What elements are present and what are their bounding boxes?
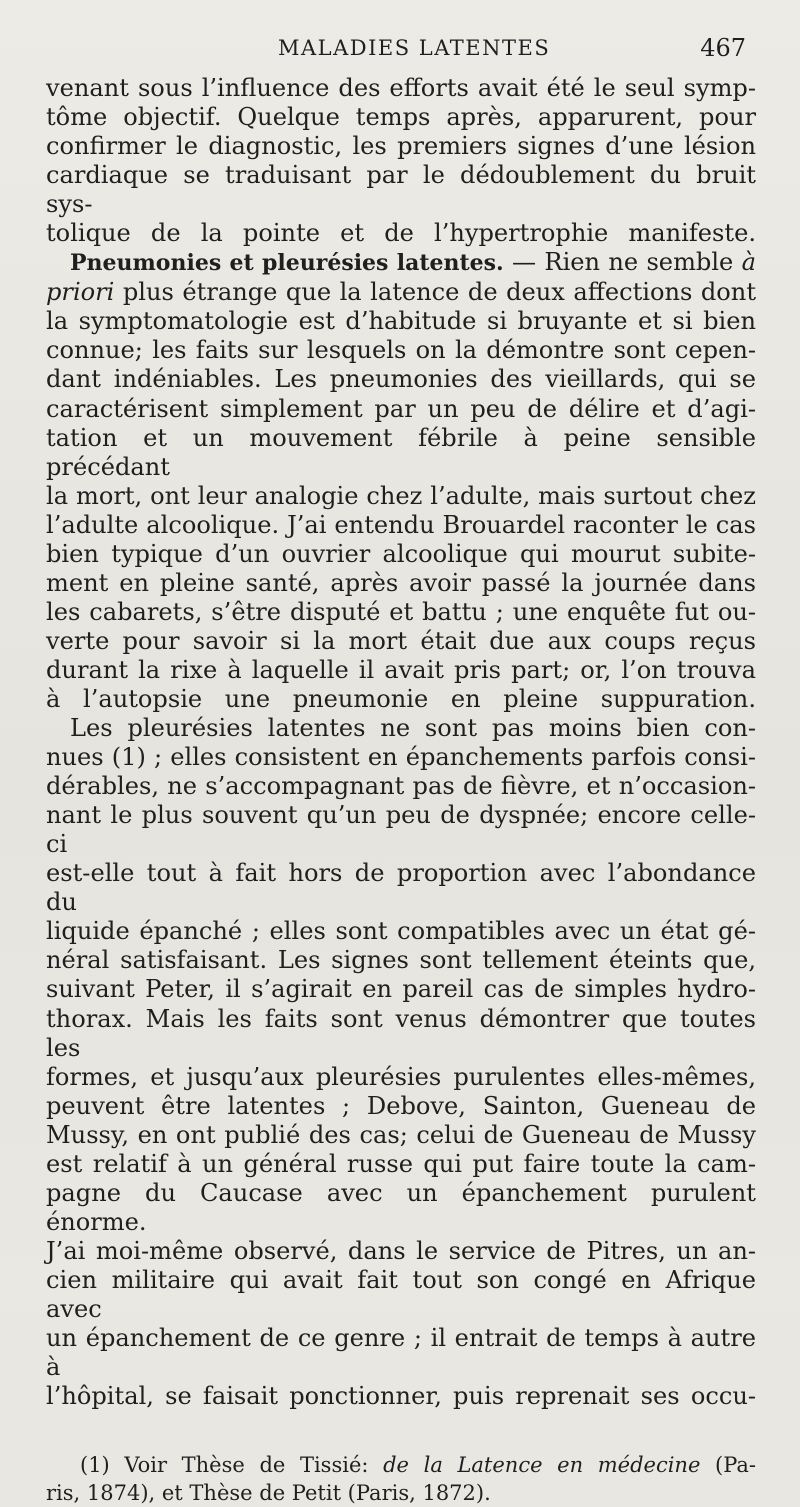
text-line: la symptomatologie est d’habitude si bruyante et si bien [46, 307, 756, 336]
text-fragment: (Pa- [700, 1453, 757, 1478]
text-line: cardiaque se traduisant par le dédoublement du bruit sys- [46, 161, 756, 219]
text-line: caractérisent simplement par un peu de délire et d’agi- [46, 394, 756, 423]
text-line: tolique de la pointe et de l’hypertrophie manifeste. [46, 219, 756, 248]
text-line: pagne du Caucase avec un épanchement purulent énorme. [46, 1178, 756, 1236]
page-header [46, 30, 756, 74]
text-line: dant indéniables. Les pneumonies des vieillards, qui se [46, 365, 756, 394]
text-line: suivant Peter, il s’agirait en pareil cas de simples hydro- [46, 975, 756, 1004]
italic-fragment: de la Latence en médecine [383, 1453, 701, 1478]
text-line: connue; les faits sur lesquels on la démontre sont cepen- [46, 336, 756, 365]
text-line: tation et un mouvement fébrile à peine sensible précédant [46, 423, 756, 481]
text-line: confirmer le diagnostic, les premiers signes d’une lésion [46, 132, 756, 161]
page-number: 467 [700, 34, 746, 62]
text-line: venant sous l’influence des efforts avait été le seul symp- [46, 74, 756, 102]
text-fragment: plus étrange que la latence de deux affections dont [114, 278, 756, 307]
text-line: durant la rixe à laquelle il avait pris part; or, l’on trouva [46, 655, 756, 684]
text-line: nues (1) ; elles consistent en épanchements parfois consi- [46, 743, 756, 772]
footnote [46, 1451, 756, 1507]
text-line: liquide épanché ; elles sont compatibles avec un état gé- [46, 917, 756, 946]
text-line: est relatif à un général russe qui put faire toute la cam- [46, 1149, 756, 1178]
text-line: la mort, ont leur analogie chez l’adulte, mais surtout chez [46, 481, 756, 510]
text-line: néral satisfaisant. Les signes sont tellement éteints que, [46, 946, 756, 975]
text-line: Les pleurésies latentes ne sont pas moins bien con- [70, 714, 756, 743]
text-line: thorax. Mais les faits sont venus démontrer que toutes les [46, 1004, 756, 1062]
text-line: nant le plus souvent qu’un peu de dyspnée; encore celle-ci [46, 801, 756, 859]
italic-fragment: à [741, 248, 756, 277]
section-heading: Pneumonies et pleurésies latentes. [70, 250, 504, 277]
running-title: MALADIES LATENTES [278, 36, 551, 60]
italic-fragment: priori [46, 278, 115, 307]
text-line: Mussy, en ont publié des cas; celui de Gueneau de Mussy [46, 1120, 756, 1149]
text-line: les cabarets, s’être disputé et battu ; une enquête fut ou- [46, 597, 756, 626]
text-line: peuvent être latentes ; Debove, Sainton, Gueneau de [46, 1091, 756, 1120]
page-body [46, 74, 756, 1411]
text-line: l’hôpital, se faisait ponctionner, puis reprenait ses occu- [46, 1382, 756, 1411]
footnote-line: ris, 1874), et Thèse de Petit (Paris, 1872). [46, 1481, 491, 1506]
text-line: verte pour savoir si la mort était due aux coups reçus [46, 626, 756, 655]
text-line [46, 248, 756, 278]
text-line: tôme objectif. Quelque temps après, apparurent, pour [46, 103, 756, 132]
text-line: l’adulte alcoolique. J’ai entendu Brouardel raconter le cas [46, 510, 756, 539]
text-line: à l’autopsie une pneumonie en pleine suppuration. [46, 684, 756, 713]
paragraph-continued [46, 74, 756, 248]
text-line: est-elle tout à fait hors de proportion avec l’abondance du [46, 859, 756, 917]
text-line: ment en pleine santé, après avoir passé la journée dans [46, 568, 756, 597]
text-line: dérables, ne s’accompagnant pas de fièvre, et n’occasion- [46, 772, 756, 801]
text-line: un épanchement de ce genre ; il entrait de temps à autre à [46, 1324, 756, 1382]
text-line: cien militaire qui avait fait tout son congé en Afrique avec [46, 1265, 756, 1323]
text-line: formes, et jusqu’aux pleurésies purulentes elles-mêmes, [46, 1062, 756, 1091]
paragraph-section [46, 248, 756, 714]
text-line: J’ai moi-même observé, dans le service de Pitres, un an- [46, 1236, 756, 1265]
text-fragment: (1) Voir Thèse de Tissié: [80, 1453, 384, 1478]
text-line: bien typique d’un ouvrier alcoolique qui mourut subite- [46, 539, 756, 568]
text-line [46, 278, 756, 307]
footnote-line [46, 1451, 756, 1479]
text-fragment: — Rien ne semble [503, 248, 742, 277]
paragraph-pleuresies [46, 714, 756, 1411]
